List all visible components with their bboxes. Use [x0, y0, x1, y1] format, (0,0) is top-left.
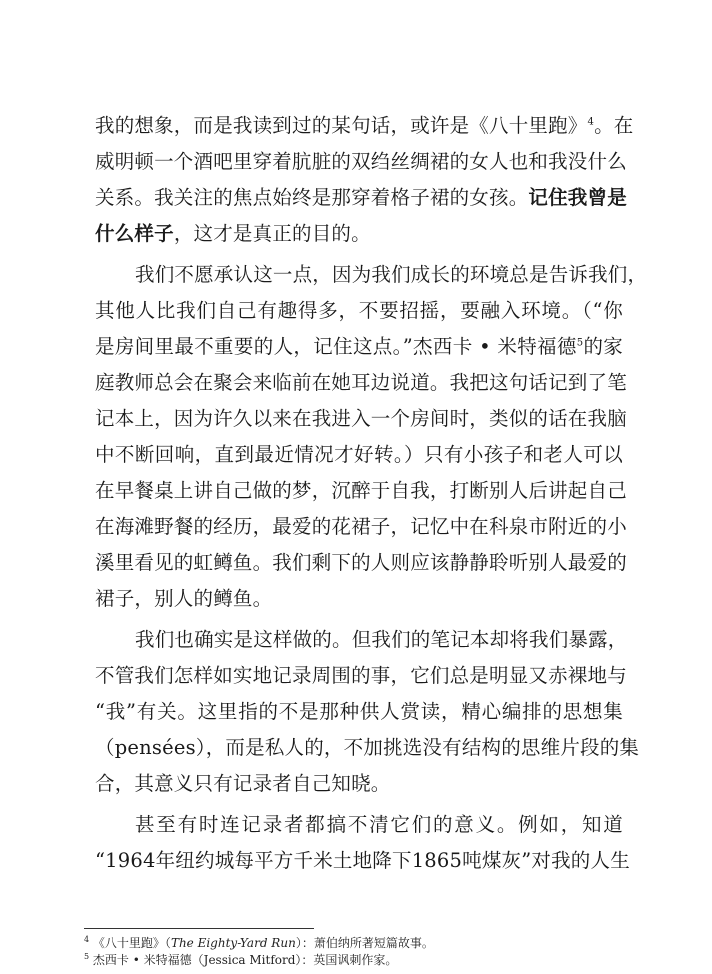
text-line: 溪里看见的虹鳟鱼。我们剩下的人则应该静静聆听别人最爱的	[95, 551, 627, 574]
text-line: 是房间里最不重要的人，记住这点。”杰西卡 • 米特福德$^5$的家	[95, 335, 623, 358]
text-line: （pensées），而是私人的，不加挑选没有结构的思维片段的集	[95, 736, 640, 759]
footnote-divider	[84, 928, 314, 929]
paragraph-first-line: 我们不愿承认这一点，因为我们成长的环境总是告诉我们，	[135, 263, 648, 286]
text-line: 威明顿一个酒吧里穿着肮脏的双绉丝绸裙的女人也和我没什么	[95, 150, 627, 173]
text-line: 庭教师总会在聚会来临前在她耳边说道。我把这句话记到了笔	[95, 371, 627, 394]
text-line: 其他人比我们自己有趣得多，不要招摇，要融入环境。（“你	[95, 299, 623, 322]
paragraph-first-line: 我们也确实是这样做的。但我们的笔记本却将我们暴露，	[135, 628, 628, 651]
text-line: 在早餐桌上讲自己做的梦，沉醉于自我，打断别人后讲起自己	[95, 479, 627, 502]
text-line: “我”有关。这里指的不是那种供人赏读，精心编排的思想集	[95, 700, 623, 723]
paragraph-first-line: 甚至有时连记录者都搞不清它们的意义。例如，知道	[135, 813, 623, 836]
footnote-ref[interactable]: 4	[587, 116, 595, 128]
text-line: 不管我们怎样如实地记录周围的事，它们总是明显又赤裸地与	[95, 664, 627, 687]
footnote-ref[interactable]: 5	[576, 337, 584, 349]
text-line: 合，其意义只有记录者自己知晓。	[95, 772, 391, 795]
text-line: 关系。我关注的焦点始终是那穿着格子裙的女孩。记住我曾是	[95, 186, 627, 209]
footnote-5: $^5$ 杰西卡 • 米特福德（Jessica Mitford）：英国讽刺作家。	[84, 952, 398, 967]
text-line: 记本上，因为许久以来在我进入一个房间时，类似的话在我脑	[95, 407, 627, 430]
footnote-4: $^4$ 《八十里跑》（The Eighty-Yard Run）：萧伯纳所著短篇故事。	[84, 935, 434, 950]
text-line: 什么样子，这才是真正的目的。	[95, 222, 371, 245]
text-line: 裙子，别人的鳟鱼。	[95, 587, 273, 610]
text-line: 中不断回响，直到最近情况才好转。）只有小孩子和老人可以	[95, 443, 623, 466]
text-line: 在海滩野餐的经历，最爱的花裙子，记忆中在科泉市附近的小	[95, 515, 627, 538]
text-line: 我的想象，而是我读到过的某句话，或许是《八十里跑》$^4$。在	[95, 114, 634, 137]
text-line: “1964年纽约城每平方千米土地降下1865吨煤灰”对我的人生	[95, 849, 630, 872]
